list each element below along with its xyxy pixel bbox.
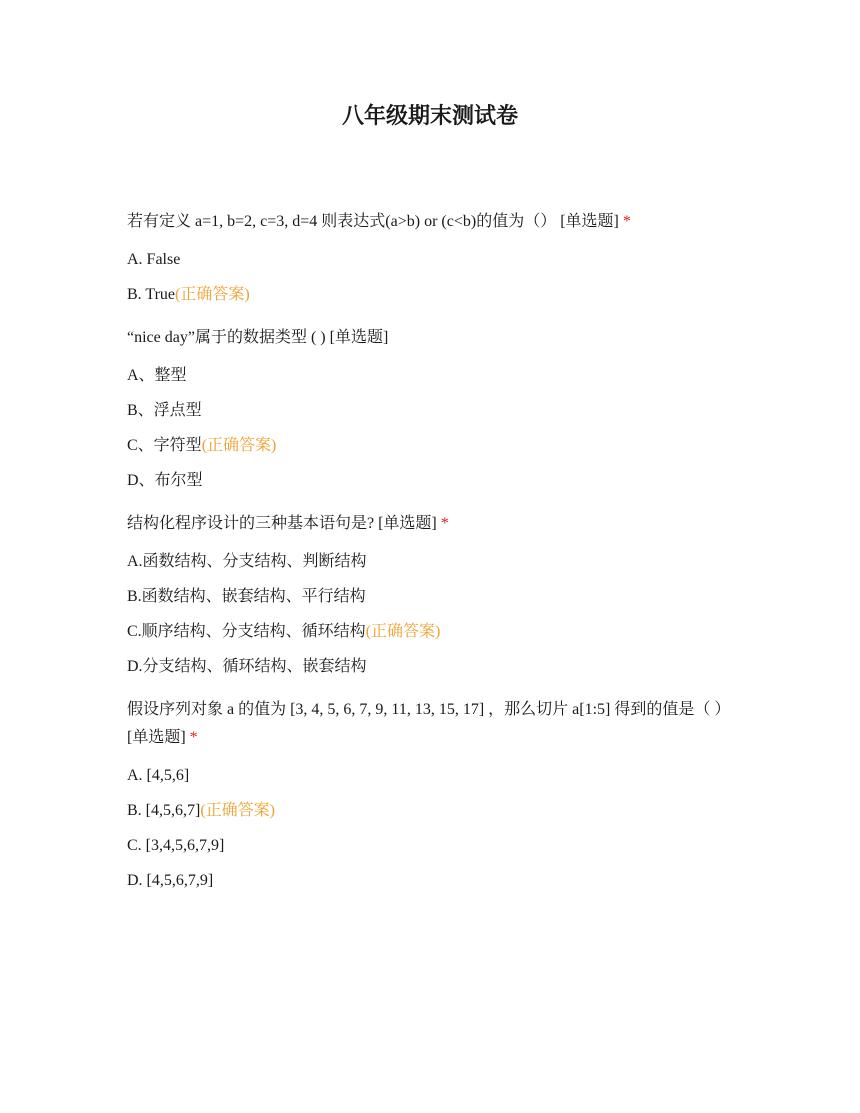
correct-answer-label: (正确答案) bbox=[200, 802, 275, 819]
option-text: A.函数结构、分支结构、判断结构 bbox=[127, 553, 367, 570]
option-text: A. [4,5,6] bbox=[127, 767, 190, 784]
option-a[interactable] bbox=[127, 764, 747, 787]
question-1 bbox=[127, 208, 747, 306]
option-b[interactable] bbox=[127, 283, 747, 306]
correct-answer-label: (正确答案) bbox=[365, 623, 441, 640]
question-3 bbox=[127, 510, 747, 678]
question-list bbox=[127, 208, 747, 910]
question-text: 假设序列对象 a 的值为 [3, 4, 5, 6, 7, 9, 11, 13, 15, 17] ，那么切片 a[1:5] 得到的值是（ ） [单选题] bbox=[127, 701, 731, 746]
option-text: A. False bbox=[127, 251, 181, 268]
option-c[interactable] bbox=[127, 834, 747, 857]
option-text: C、字符型 bbox=[127, 437, 202, 454]
question-4 bbox=[127, 696, 747, 892]
required-star: * bbox=[622, 213, 631, 230]
option-text: B. [4,5,6,7] bbox=[127, 802, 201, 819]
option-d[interactable] bbox=[127, 469, 747, 492]
question-stem bbox=[127, 208, 747, 236]
option-text: D. [4,5,6,7,9] bbox=[127, 872, 214, 889]
option-text: D.分支结构、循环结构、嵌套结构 bbox=[127, 658, 367, 675]
option-a[interactable] bbox=[127, 550, 747, 573]
correct-answer-label: (正确答案) bbox=[175, 286, 250, 303]
question-2 bbox=[127, 324, 747, 492]
page-title: 八年级期末测试卷 bbox=[341, 103, 518, 128]
option-b[interactable] bbox=[127, 799, 747, 822]
option-a[interactable] bbox=[127, 364, 747, 387]
option-d[interactable] bbox=[127, 869, 747, 892]
question-stem bbox=[127, 696, 747, 752]
option-text: C. [3,4,5,6,7,9] bbox=[127, 837, 225, 854]
option-a[interactable] bbox=[127, 248, 747, 271]
option-b[interactable] bbox=[127, 585, 747, 608]
option-d[interactable] bbox=[127, 655, 747, 678]
option-text: B、浮点型 bbox=[127, 402, 202, 419]
option-text: D、布尔型 bbox=[127, 472, 203, 489]
option-c[interactable] bbox=[127, 620, 747, 643]
option-text: C.顺序结构、分支结构、循环结构 bbox=[127, 623, 366, 640]
question-text: 结构化程序设计的三种基本语句是? [单选题] bbox=[127, 515, 437, 532]
correct-answer-label: (正确答案) bbox=[201, 437, 277, 454]
question-text: 若有定义 a=1, b=2, c=3, d=4 则表达式(a>b) or (c<b)的值为（） [单选题] bbox=[127, 213, 619, 230]
question-text: “nice day”属于的数据类型 ( ) [单选题] bbox=[127, 329, 389, 346]
option-b[interactable] bbox=[127, 399, 747, 422]
required-star: * bbox=[189, 729, 198, 746]
option-c[interactable] bbox=[127, 434, 747, 457]
option-text: B.函数结构、嵌套结构、平行结构 bbox=[127, 588, 366, 605]
question-stem bbox=[127, 324, 747, 352]
question-stem bbox=[127, 510, 747, 538]
option-text: B. True bbox=[127, 286, 176, 303]
required-star: * bbox=[440, 515, 449, 532]
option-text: A、整型 bbox=[127, 367, 187, 384]
